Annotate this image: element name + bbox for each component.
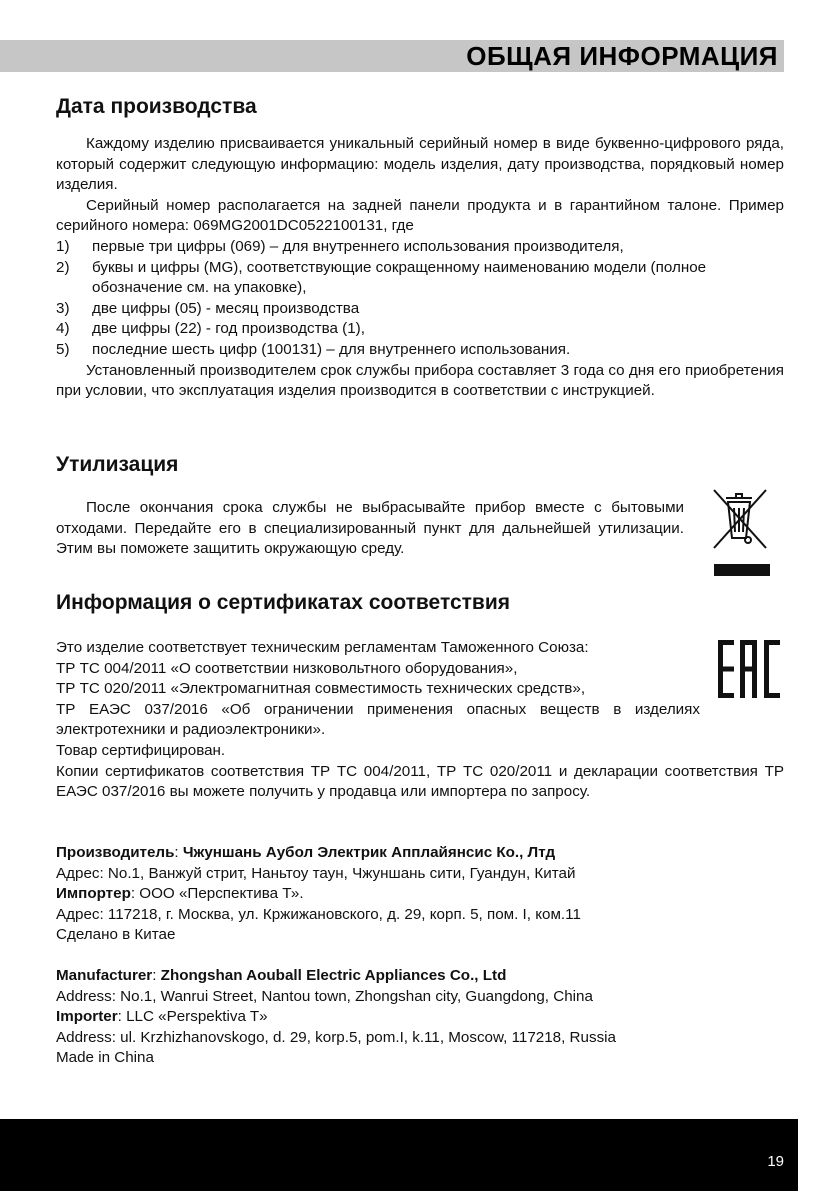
production-paragraph-2: Серийный номер располагается на задней панели продукта и в гарантийном талоне. Пример серийного номера: 069MG2001DC0522100131, где [56, 196, 784, 235]
list-item: 5) последние шесть цифр (100131) – для внутреннего использования. [56, 340, 571, 358]
made-in: Сделано в Китае [56, 926, 176, 944]
page-number: 19 [767, 1153, 784, 1170]
made-in: Made in China [56, 1049, 154, 1067]
list-item: 2) буквы и цифры (MG), соответствующие сокращенному наименованию модели (полное обозначение см. на упаковке), [56, 258, 707, 297]
crossed-out-bin-icon [710, 486, 772, 578]
footer-bar [0, 1119, 798, 1191]
list-item: 1) первые три цифры (069) – для внутреннего использования производителя, [56, 237, 624, 255]
manufacturer-line: Manufacturer: Zhongshan Aouball Electric Appliances Co., Ltd [56, 967, 507, 984]
certs-line-2: ТР ТС 004/2011 «О соответствии низковольтного оборудования», [56, 659, 518, 677]
manufacturer-address: Address: No.1, Wanrui Street, Nantou town, Zhongshan city, Guangdong, China [56, 987, 593, 1005]
header-bar [0, 40, 784, 72]
disposal-heading: Утилизация [56, 453, 179, 476]
manufacturer-line: Производитель: Чжуншань Аубол Электрик Апплайянсис Ко., Лтд [56, 844, 556, 861]
disposal-paragraph: После окончания срока службы не выбрасывайте прибор вместе с бытовыми отходами. Передайте его в специализированный пункт для дальнейшей утилизации. Этим вы поможете защитить окружающую среду. [56, 499, 684, 558]
certs-line-1: Это изделие соответствует техническим регламентам Таможенного Союза: [56, 639, 589, 656]
importer-address: Адрес: 117218, г. Москва, ул. Кржижановского, д. 29, корп. 5, пом. I, ком.11 [56, 905, 581, 923]
certs-heading: Информация о сертификатах соответствия [56, 591, 510, 614]
manufacturer-en-block [56, 966, 784, 1069]
list-item: 3) две цифры (05) - месяц производства [56, 299, 360, 317]
production-paragraph-3: Установленный производителем срок службы прибора составляет 3 года со дня его приобретения при условии, что эксплуатация изделия производится в соответствии с инструкцией. [56, 361, 784, 400]
importer-address: Address: ul. Krzhizhanovskogo, d. 29, korp.5, pom.I, k.11, Moscow, 117218, Russia [56, 1028, 616, 1046]
page-title: ОБЩАЯ ИНФОРМАЦИЯ [466, 41, 778, 71]
manufacturer-address: Адрес: No.1, Ванжуй стрит, Наньтоу таун, Чжуншань сити, Гуандун, Китай [56, 864, 576, 882]
certs-line-6: Копии сертификатов соответствия ТР ТС 004/2011, ТР ТС 020/2011 и декларации соответствия ТР ЕАЭС 037/2016 вы можете получить у продавца или импортера по запросу. [56, 762, 784, 801]
certs-line-3: ТР ТС 020/2011 «Электромагнитная совместимость технических средств», [56, 680, 586, 698]
eac-mark-icon [718, 640, 780, 698]
manufacturer-ru-block [56, 843, 784, 946]
production-heading: Дата производства [56, 95, 257, 118]
certs-line-4: ТР ЕАЭС 037/2016 «Об ограничении применения опасных веществ в изделиях электротехники и радиоэлектроники». [56, 700, 700, 739]
disposal-section [56, 452, 784, 560]
importer-line: Importer: LLC «Perspektiva T» [56, 1008, 268, 1026]
certs-section [56, 590, 784, 803]
certs-line-5: Товар сертифицирован. [56, 741, 226, 759]
importer-line: Импортер: ООО «Перспектива Т». [56, 885, 304, 903]
production-paragraph-1: Каждому изделию присваивается уникальный серийный номер в виде буквенно-цифрового ряда, который содержит следующую информацию: модель изделия, дату производства, порядковый номер изделия. [56, 135, 784, 194]
list-item: 4) две цифры (22) - год производства (1), [56, 320, 365, 338]
production-section [56, 94, 784, 402]
